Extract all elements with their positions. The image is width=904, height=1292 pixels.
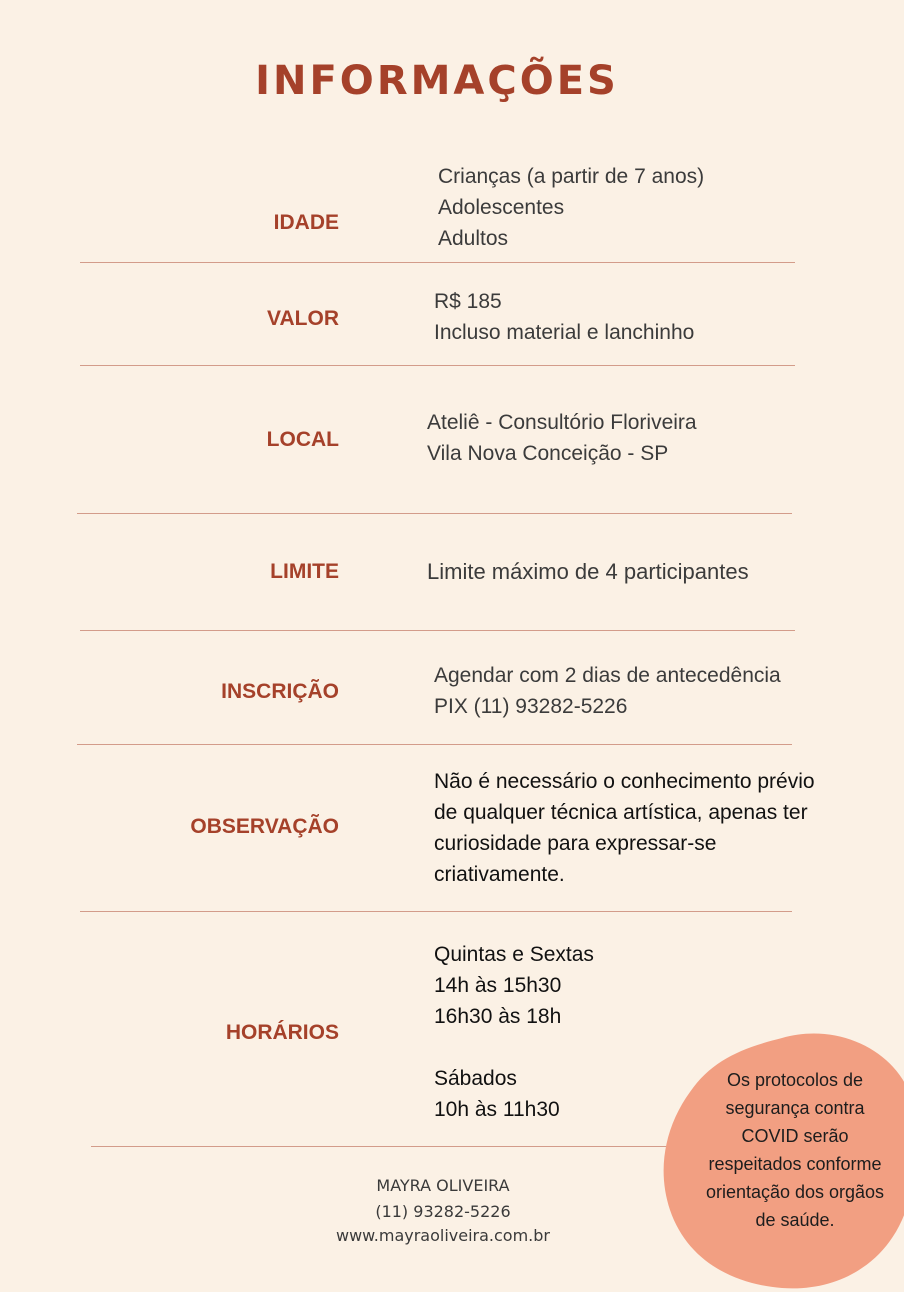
divider bbox=[80, 262, 795, 263]
page-title: INFORMAÇÕES bbox=[255, 58, 619, 104]
covid-notice bbox=[690, 1066, 900, 1234]
value-inscricao bbox=[434, 660, 781, 722]
value-line: 10h às 11h30 bbox=[434, 1098, 560, 1121]
divider bbox=[77, 513, 792, 514]
value-line: 16h30 às 18h bbox=[434, 1005, 562, 1028]
value-limite bbox=[427, 556, 749, 587]
divider bbox=[77, 744, 792, 745]
value-line: Sábados bbox=[434, 1067, 517, 1090]
notice-line: de saúde. bbox=[755, 1210, 835, 1230]
label-local: LOCAL bbox=[266, 428, 339, 451]
divider bbox=[80, 630, 795, 631]
notice-line: COVID serão bbox=[741, 1126, 849, 1146]
divider bbox=[80, 365, 795, 366]
label-idade: IDADE bbox=[273, 211, 339, 234]
value-line: Limite máximo de 4 participantes bbox=[427, 559, 749, 584]
value-line bbox=[434, 1032, 594, 1063]
notice-line: orientação dos orgãos bbox=[705, 1182, 885, 1202]
label-horarios: HORÁRIOS bbox=[225, 1021, 339, 1044]
value-line: Adultos bbox=[438, 227, 509, 250]
value-local bbox=[427, 407, 697, 469]
notice-line: segurança contra bbox=[725, 1098, 865, 1118]
value-horarios bbox=[434, 939, 594, 1125]
value-observacao bbox=[434, 766, 815, 890]
value-line: PIX (11) 93282-5226 bbox=[434, 695, 628, 718]
value-line: 14h às 15h30 bbox=[434, 974, 562, 997]
value-line: Crianças (a partir de 7 anos) bbox=[438, 165, 705, 188]
value-line: Ateliê - Consultório Floriveira bbox=[427, 411, 697, 434]
value-line: de qualquer técnica artística, apenas ter bbox=[434, 801, 808, 824]
label-valor: VALOR bbox=[267, 307, 339, 330]
value-line: Vila Nova Conceição - SP bbox=[427, 442, 669, 465]
notice-line: Os protocolos de bbox=[726, 1070, 864, 1090]
value-line: Não é necessário o conhecimento prévio bbox=[434, 770, 815, 793]
value-idade bbox=[438, 161, 704, 254]
value-line: curiosidade para expressar-se bbox=[434, 832, 717, 855]
value-line: Incluso material e lanchinho bbox=[434, 321, 695, 344]
value-valor bbox=[434, 286, 694, 348]
footer-name: MAYRA OLIVEIRA bbox=[376, 1176, 510, 1195]
footer-phone: (11) 93282-5226 bbox=[375, 1202, 511, 1221]
value-line: R$ 185 bbox=[434, 290, 502, 313]
divider bbox=[91, 1146, 691, 1147]
value-line: Agendar com 2 dias de antecedência bbox=[434, 664, 781, 687]
footer-website[interactable]: www.mayraoliveira.com.br bbox=[335, 1226, 550, 1245]
notice-line: respeitados conforme bbox=[708, 1154, 882, 1174]
label-limite: LIMITE bbox=[270, 560, 339, 583]
value-line: Quintas e Sextas bbox=[434, 943, 594, 966]
label-inscricao: INSCRIÇÃO bbox=[221, 680, 339, 703]
value-line: criativamente. bbox=[434, 863, 565, 886]
divider bbox=[80, 911, 792, 912]
value-line: Adolescentes bbox=[438, 196, 565, 219]
label-observacao: OBSERVAÇÃO bbox=[190, 815, 339, 838]
